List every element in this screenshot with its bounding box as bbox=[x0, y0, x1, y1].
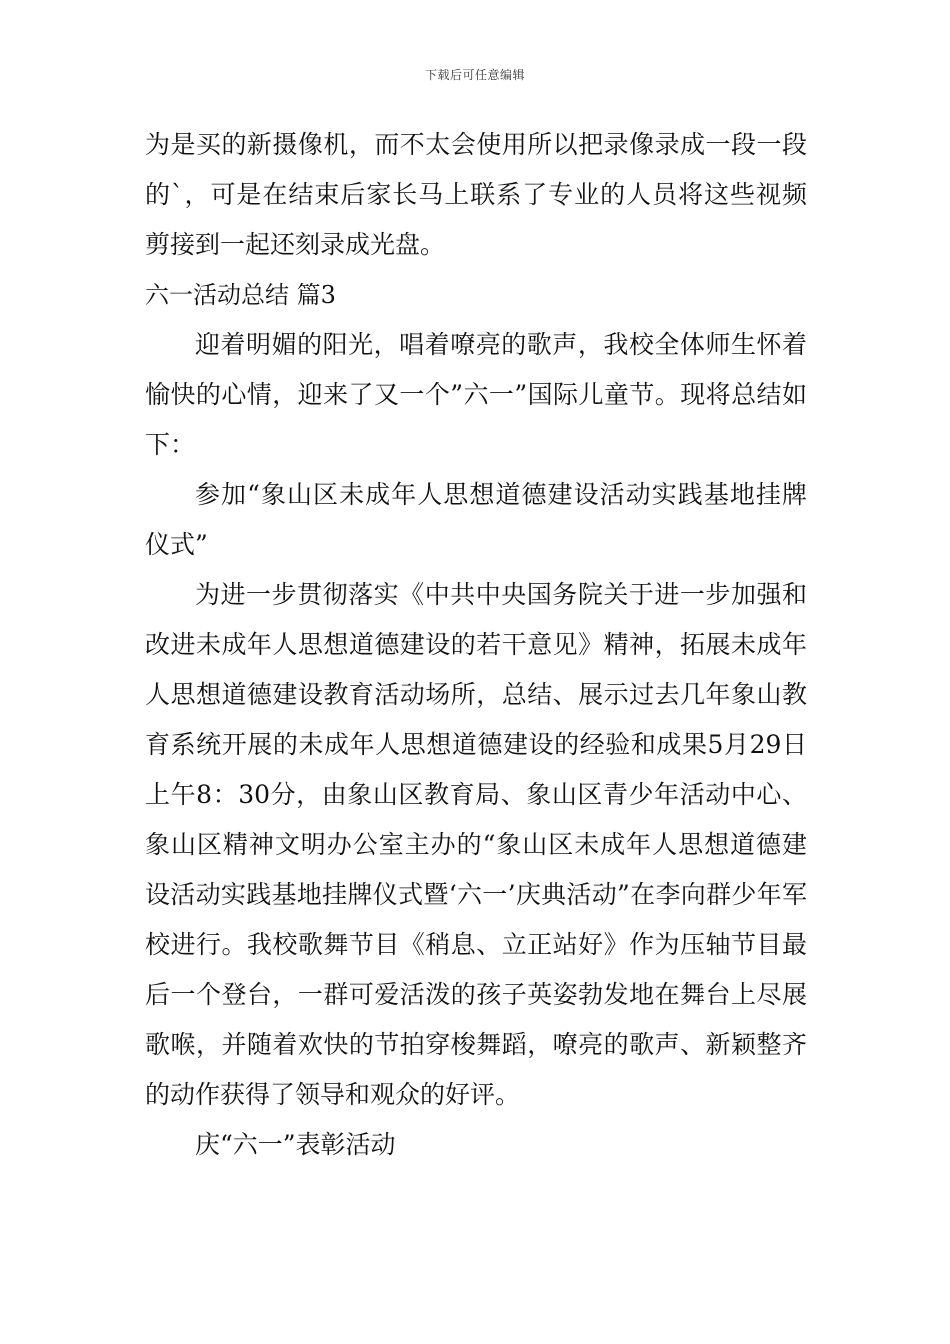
page-header: 下载后可任意编辑 bbox=[424, 68, 525, 82]
paragraph-continued: 为是买的新摄像机，而不太会使用所以把录像录成一段一段的`，可是在结束后家长马上联系了专业的人员将这些视频剪接到一起还刻录成光盘。 bbox=[145, 130, 807, 259]
paragraph-subheading: 参加“象山区未成年人思想道德建设活动实践基地挂牌仪式” bbox=[145, 480, 807, 559]
paragraph-intro: 迎着明媚的阳光，唱着嘹亮的歌声，我校全体师生怀着愉快的心情，迎来了又一个”六一”国际儿童节。现将总结如下： bbox=[145, 330, 807, 459]
paragraph-subheading-2: 庆“六一”表彰活动 bbox=[195, 1130, 396, 1159]
paragraph-body: 为进一步贯彻落实《中共中央国务院关于进一步加强和改进未成年人思想道德建设的若干意见》精神，拓展未成年人思想道德建设教育活动场所，总结、展示过去几年象山教育系统开展的未成年人思想道德建设的经验和成果5月29日上午8：30分，由象山区教育局、象山区青少年活动中心、象山区精神文明办公室主办的“象山区未成年人思想道德建设活动实践基地挂牌仪式暨‘六一’庆典活动”在李向群少年军校进行。我校歌舞节目《稍息、立正站好》作为压轴节目最后一个登台，一群可爱活泼的孩子英姿勃发地在舞台上尽展歌喉，并随着欢快的节拍穿梭舞蹈，嘹亮的歌声、新颖整齐的动作获得了领导和观众的好评。 bbox=[145, 580, 807, 1109]
document-body bbox=[145, 120, 807, 1170]
section-heading: 六一活动总结 篇3 bbox=[145, 281, 336, 309]
